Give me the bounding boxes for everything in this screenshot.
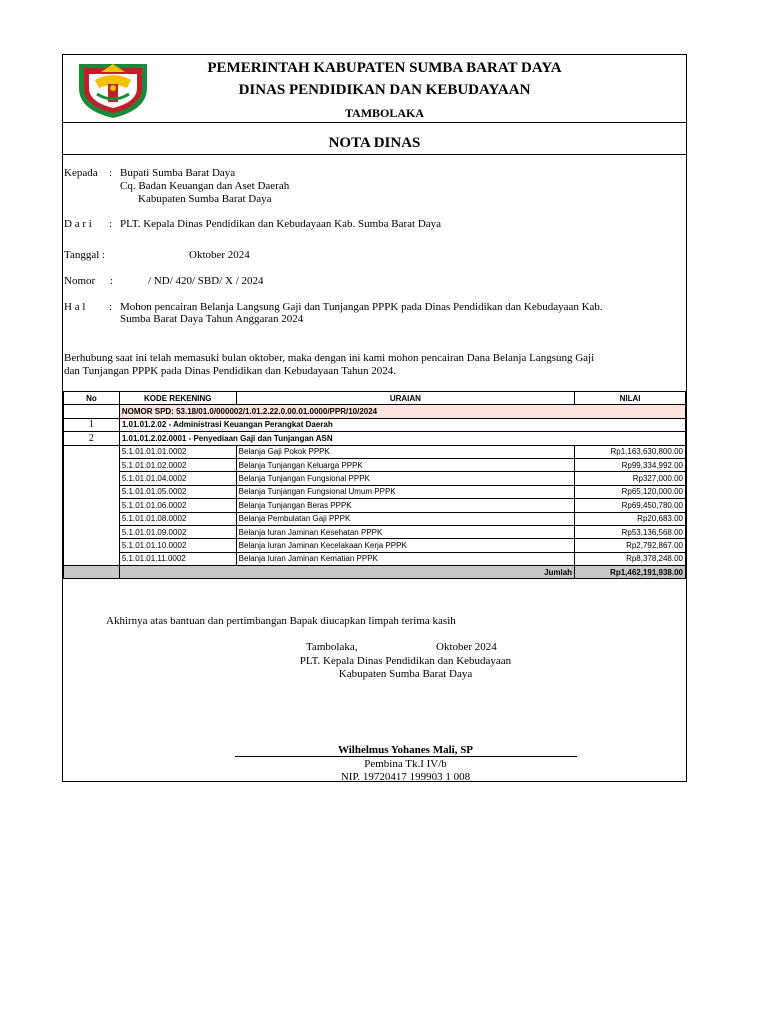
table-row: [64, 485, 686, 498]
row-uraian: Belanja Gaji Pokok PPPK: [236, 445, 574, 458]
program-text: 1.01.01.2.02.0001 - Penyediaan Gaji dan Tunjangan ASN: [119, 432, 685, 445]
letterhead-line2: DINAS PENDIDIKAN DAN KEBUDAYAAN: [238, 82, 531, 98]
total-label: Jumlah: [119, 566, 574, 579]
table-row: [64, 552, 686, 565]
hal-line1: Mohon pencairan Belanja Langsung Gaji dan Tunjangan PPPK pada Dinas Pendidikan dan Kebudayaan Kab.: [120, 301, 603, 313]
hal-colon: :: [109, 301, 113, 313]
row-nilai: Rp327,000.00: [575, 472, 686, 485]
spd-number: NOMOR SPD: 53.18/01.0/000002/1.01.2.22.0.00.01.0000/PPR/10/2024: [119, 405, 685, 418]
kepada-colon: :: [109, 167, 113, 179]
program-row: [64, 432, 686, 445]
dari-colon: :: [109, 218, 113, 230]
row-kode: 5.1.01.01.05.0002: [119, 485, 236, 498]
total-blank: [64, 566, 120, 579]
signer-position1: PLT. Kepala Dinas Pendidikan dan Kebudayaan: [299, 655, 512, 667]
row-kode: 5.1.01.01.09.0002: [119, 525, 236, 538]
dari-label: D a r i: [64, 218, 92, 230]
title-bar: [63, 122, 686, 155]
document-frame: [62, 54, 687, 782]
hal-line2: Sumba Barat Daya Tahun Anggaran 2024: [120, 313, 304, 325]
kepada-line3: Kabupaten Sumba Barat Daya: [138, 193, 272, 205]
kepada-label: Kepada: [64, 167, 98, 179]
row-nilai: Rp69,450,780.00: [575, 499, 686, 512]
signer-nip: NIP. 19720417 199903 1 008: [340, 771, 471, 783]
dari-value: PLT. Kepala Dinas Pendidikan dan Kebudayaan Kab. Sumba Barat Daya: [120, 218, 442, 230]
signer-name: Wilhelmus Yohanes Mali, SP: [337, 744, 474, 756]
tanggal-value: Oktober 2024: [189, 249, 250, 261]
row-nilai: Rp8,378,248.00: [575, 552, 686, 565]
header-nilai: NILAI: [575, 392, 686, 405]
nomor-value: / ND/ 420/ SBD/ X / 2024: [148, 275, 264, 287]
row-nilai: Rp1,163,630,800.00: [575, 445, 686, 458]
row-uraian: Belanja Pembulatan Gaji PPPK: [236, 512, 574, 525]
intro-line2: dan Tunjangan PPPK pada Dinas Pendidikan dan Kebudayaan Tahun 2024.: [64, 365, 397, 377]
closing-thanks: Akhirnya atas bantuan dan pertimbangan Bapak diucapkan limpah terima kasih: [106, 615, 456, 627]
table-row: [64, 472, 686, 485]
kepada-line1: Bupati Sumba Barat Daya: [120, 167, 236, 179]
row-kode: 5.1.01.01.01.0002: [119, 445, 236, 458]
row-kode: 5.1.01.01.04.0002: [119, 472, 236, 485]
table-row: [64, 445, 686, 458]
signer-rank: Pembina Tk.I IV/b: [364, 758, 447, 770]
signer-position2: Kabupaten Sumba Barat Daya: [338, 668, 473, 680]
program-row: [64, 418, 686, 431]
budget-table: [63, 391, 686, 579]
row-nilai: Rp65,120,000.00: [575, 485, 686, 498]
kepada-line2: Cq. Badan Keuangan dan Aset Daerah: [120, 180, 290, 192]
intro-line1: Berhubung saat ini telah memasuki bulan oktober, maka dengan ini kami mohon pencairan Dana Belanja Langsung Gaji: [64, 352, 595, 364]
nomor-colon: :: [110, 275, 114, 287]
row-kode: 5.1.01.01.06.0002: [119, 499, 236, 512]
row-kode: 5.1.01.01.10.0002: [119, 539, 236, 552]
table-row: [64, 525, 686, 538]
table-row: [64, 499, 686, 512]
spd-row: [64, 405, 686, 418]
letterhead-town: TAMBOLAKA: [344, 106, 425, 120]
hal-label: H a l: [64, 301, 86, 313]
table-row: [64, 458, 686, 471]
document-title: NOTA DINAS: [328, 135, 421, 151]
row-uraian: Belanja Tunjangan Beras PPPK: [236, 499, 574, 512]
row-nilai: Rp53,136,568.00: [575, 525, 686, 538]
spd-blank: [64, 405, 120, 418]
row-kode: 5.1.01.01.02.0002: [119, 458, 236, 471]
header-no: No: [64, 392, 120, 405]
tanggal-label: Tanggal :: [64, 249, 106, 261]
total-row: [64, 566, 686, 579]
row-kode: 5.1.01.01.11.0002: [119, 552, 236, 565]
nomor-label: Nomor: [64, 275, 96, 287]
table-header-row: [64, 392, 686, 405]
header-uraian: URAIAN: [236, 392, 574, 405]
row-uraian: Belanja Iuran Jaminan Kecelakaan Kerja PPPK: [236, 539, 574, 552]
total-value: Rp1,462,191,938.00: [575, 566, 686, 579]
row-uraian: Belanja Iuran Jaminan Kematian PPPK: [236, 552, 574, 565]
program-text: 1.01.01.2.02 - Administrasi Keuangan Perangkat Daerah: [119, 418, 685, 431]
row-uraian: Belanja Tunjangan Fungsional Umum PPPK: [236, 485, 574, 498]
row-kode: 5.1.01.01.08.0002: [119, 512, 236, 525]
row-number-blank: [64, 445, 120, 566]
program-no: 2: [64, 432, 120, 445]
row-nilai: Rp2,792,867.00: [575, 539, 686, 552]
row-nilai: Rp99,334,992.00: [575, 458, 686, 471]
table-row: [64, 512, 686, 525]
row-uraian: Belanja Iuran Jaminan Kesehatan PPPK: [236, 525, 574, 538]
closing-place: Tambolaka,: [306, 641, 358, 653]
row-nilai: Rp20,683.00: [575, 512, 686, 525]
table-row: [64, 539, 686, 552]
closing-date: Oktober 2024: [436, 641, 497, 653]
letterhead: [63, 55, 686, 123]
letterhead-line1: PEMERINTAH KABUPATEN SUMBA BARAT DAYA: [207, 60, 562, 76]
header-kode: KODE REKENING: [119, 392, 236, 405]
program-no: 1: [64, 418, 120, 431]
signature-line: [235, 756, 577, 757]
row-uraian: Belanja Tunjangan Fungsional PPPK: [236, 472, 574, 485]
row-uraian: Belanja Tunjangan Keluarga PPPK: [236, 458, 574, 471]
